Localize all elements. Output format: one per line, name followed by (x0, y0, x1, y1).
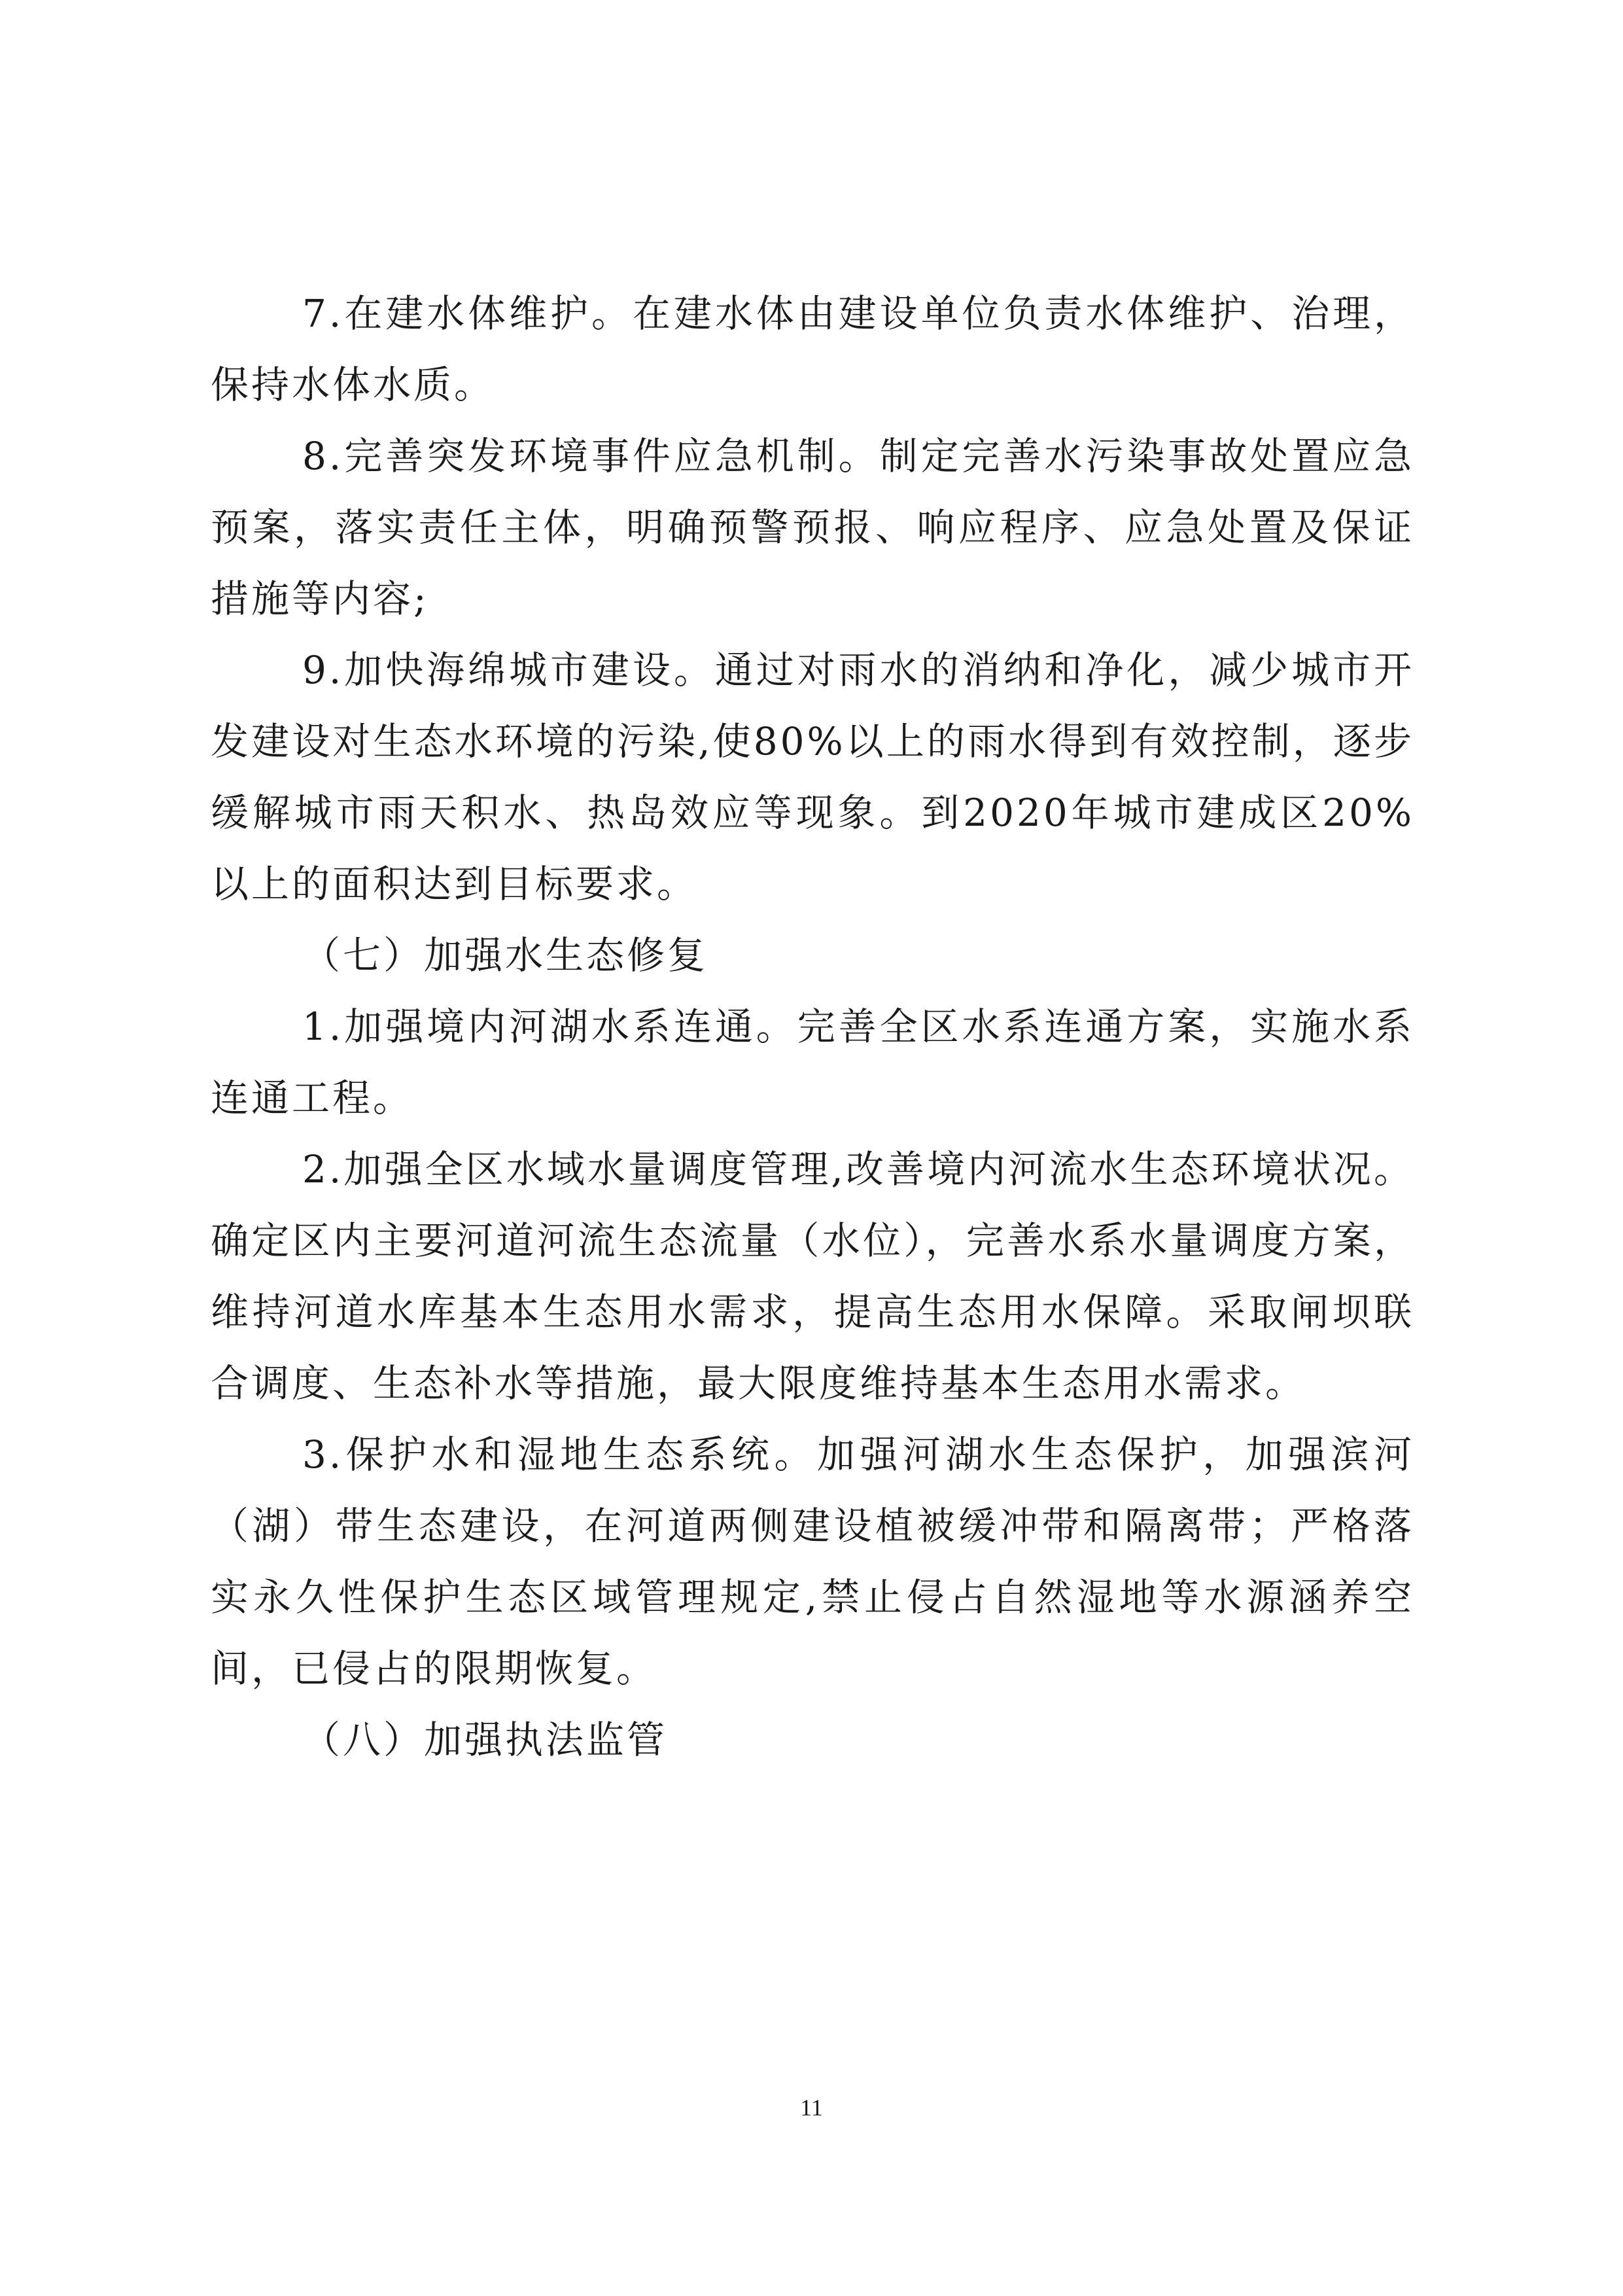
paragraph-item-3: 3.保护水和湿地生态系统。加强河湖水生态保护，加强滨河（湖）带生态建设，在河道两侧建设植被缓冲带和隔离带；严格落实永久性保护生态区域管理规定,禁止侵占自然湿地等水源涵养空间，已侵占的限期恢复。 (211, 1432, 1414, 1691)
paragraph-item-2: 2.加强全区水域水量调度管理,改善境内河流水生态环境状况。确定区内主要河道河流生态流量（水位），完善水系水量调度方案，维持河道水库基本生态用水需求，提高生态用水保障。采取闸坝联合调度、生态补水等措施，最大限度维持基本生态用水需求。 (211, 1147, 1414, 1405)
paragraph-item-7: 7.在建水体维护。在建水体由建设单位负责水体维护、治理，保持水体水质。 (211, 291, 1414, 407)
section-heading-7: （七）加强水生态修复 (302, 933, 708, 978)
page-number: 11 (800, 2094, 823, 2121)
paragraph-item-1: 1.加强境内河湖水系连通。完善全区水系连通方案，实施水系连通工程。 (211, 1004, 1414, 1120)
section-heading-8: （八）加强执法监管 (302, 1718, 668, 1762)
paragraph-item-8: 8.完善突发环境事件应急机制。制定完善水污染事故处置应急预案，落实责任主体，明确预警预报、响应程序、应急处置及保证措施等内容; (211, 434, 1414, 621)
paragraph-item-9: 9.加快海绵城市建设。通过对雨水的消纳和净化，减少城市开发建设对生态水环境的污染,使80%以上的雨水得到有效控制，逐步缓解城市雨天积水、热岛效应等现象。到2020年城市建成区20%以上的面积达到目标要求。 (211, 648, 1414, 906)
document-body (211, 278, 1414, 1776)
